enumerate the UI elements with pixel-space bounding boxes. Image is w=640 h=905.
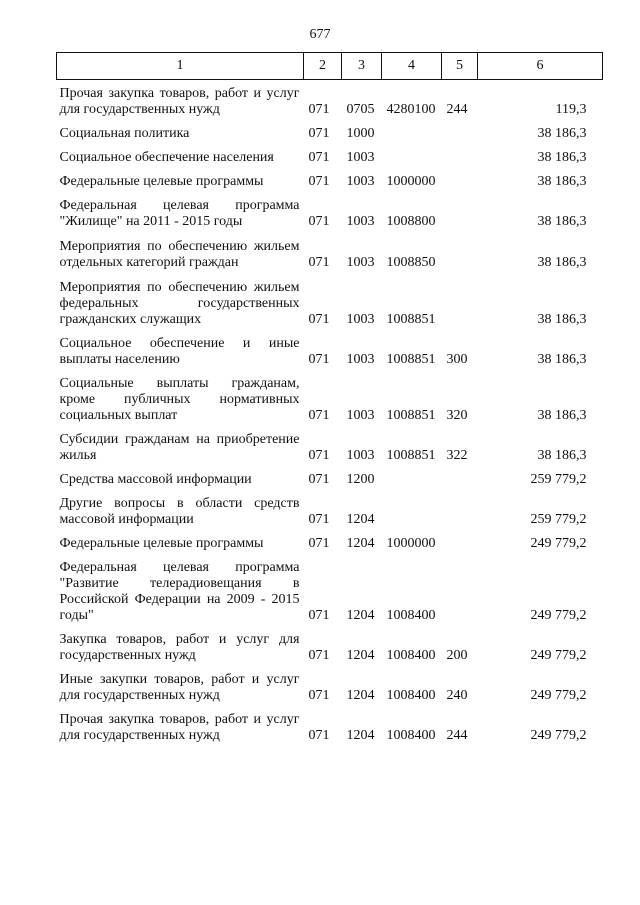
table-row (57, 80, 603, 119)
row-amount-cell: 38 186,3 (537, 126, 587, 141)
table-body (57, 80, 603, 745)
row-col5-cell: 200 (446, 648, 468, 663)
row-col5-cell: 320 (446, 408, 468, 423)
row-amount-cell: 249 779,2 (530, 688, 587, 703)
row-col5-cell (442, 166, 478, 190)
row-name-cell: Субсидии гражданам на приобретение жилья (59, 432, 300, 463)
row-col2-cell: 071 (308, 472, 330, 487)
table-row (57, 424, 603, 464)
row-col2-cell: 071 (308, 608, 330, 623)
table-row (57, 271, 603, 328)
row-col5-cell: 300 (446, 352, 468, 367)
table-header (57, 53, 603, 80)
row-col4-cell (382, 118, 442, 142)
header-cell-6: 6 (478, 53, 603, 80)
table-row (57, 328, 603, 368)
row-col5-cell (442, 190, 478, 230)
row-col2-cell: 071 (308, 536, 330, 551)
row-col2-cell: 071 (308, 728, 330, 743)
row-col2-cell: 071 (308, 408, 330, 423)
row-col4-cell: 1008400 (386, 648, 436, 663)
row-col5-cell (442, 230, 478, 271)
row-col5-cell: 244 (446, 728, 468, 743)
row-name-cell: Федеральная целевая программа "Жилище" на 2011 - 2015 годы (59, 198, 300, 229)
row-name-cell: Федеральные целевые программы (59, 536, 264, 551)
header-cell-4: 4 (382, 53, 442, 80)
row-amount-cell: 249 779,2 (530, 536, 587, 551)
row-amount-cell: 38 186,3 (537, 352, 587, 367)
table-row (57, 464, 603, 488)
row-col4-cell: 4280100 (386, 102, 436, 117)
row-col5-cell (442, 142, 478, 166)
page-number: 677 (309, 27, 331, 42)
row-name-cell: Социальное обеспечение и иные выплаты населению (59, 336, 300, 367)
row-col3-cell: 1204 (346, 512, 375, 527)
row-name-cell: Другие вопросы в области средств массовой информации (59, 496, 300, 527)
row-col4-cell: 1008851 (386, 352, 436, 367)
row-col4-cell: 1008851 (386, 312, 436, 327)
row-name-cell: Прочая закупка товаров, работ и услуг для государственных нужд (59, 712, 300, 743)
row-col5-cell (442, 528, 478, 552)
row-amount-cell: 259 779,2 (530, 472, 587, 487)
row-name-cell: Социальные выплаты гражданам, кроме публичных нормативных социальных выплат (59, 376, 300, 423)
row-col5-cell: 244 (446, 102, 468, 117)
row-col2-cell: 071 (308, 214, 330, 229)
row-col5-cell (442, 464, 478, 488)
row-col4-cell: 1008400 (386, 608, 436, 623)
row-col5-cell (442, 488, 478, 528)
header-cell-5: 5 (442, 53, 478, 80)
row-col5-cell (442, 118, 478, 142)
row-col3-cell: 1200 (346, 472, 375, 487)
budget-table (56, 52, 603, 744)
row-col3-cell: 1003 (346, 174, 375, 189)
row-amount-cell: 38 186,3 (537, 255, 587, 270)
row-col2-cell: 071 (308, 448, 330, 463)
table-row (57, 230, 603, 271)
row-col4-cell: 1008400 (386, 728, 436, 743)
row-col2-cell: 071 (308, 126, 330, 141)
row-col2-cell: 071 (308, 255, 330, 270)
row-col3-cell: 1003 (346, 352, 375, 367)
row-col4-cell: 1008851 (386, 408, 436, 423)
table-row (57, 704, 603, 744)
row-col3-cell: 1204 (346, 648, 375, 663)
row-col5-cell (442, 271, 478, 328)
table-row (57, 368, 603, 424)
row-col2-cell: 071 (308, 150, 330, 165)
header-row (57, 53, 603, 80)
row-name-cell: Федеральные целевые программы (59, 174, 264, 189)
row-amount-cell: 119,3 (555, 102, 587, 117)
row-name-cell: Прочая закупка товаров, работ и услуг для государственных нужд (59, 86, 300, 117)
row-col2-cell: 071 (308, 512, 330, 527)
row-col2-cell: 071 (308, 102, 330, 117)
row-col2-cell: 071 (308, 312, 330, 327)
row-col4-cell: 1008851 (386, 448, 436, 463)
row-col4-cell: 1008850 (386, 255, 436, 270)
row-amount-cell: 38 186,3 (537, 214, 587, 229)
table-row (57, 142, 603, 166)
row-col5-cell: 322 (446, 448, 468, 463)
table-row (57, 552, 603, 624)
row-name-cell: Социальная политика (59, 126, 190, 141)
table-row (57, 488, 603, 528)
header-cell-1: 1 (57, 53, 304, 80)
row-col3-cell: 1003 (346, 448, 375, 463)
row-amount-cell: 38 186,3 (537, 150, 587, 165)
row-col4-cell: 1008800 (386, 214, 436, 229)
row-col3-cell: 1003 (346, 255, 375, 270)
row-col2-cell: 071 (308, 688, 330, 703)
row-col3-cell: 0705 (346, 102, 375, 117)
row-col3-cell: 1000 (346, 126, 375, 141)
row-col3-cell: 1003 (346, 408, 375, 423)
header-cell-3: 3 (342, 53, 382, 80)
row-col3-cell: 1003 (346, 214, 375, 229)
row-col3-cell: 1204 (346, 728, 375, 743)
table-row (57, 166, 603, 190)
row-amount-cell: 249 779,2 (530, 608, 587, 623)
row-amount-cell: 249 779,2 (530, 728, 587, 743)
row-col2-cell: 071 (308, 174, 330, 189)
row-col3-cell: 1204 (346, 536, 375, 551)
table-row (57, 624, 603, 664)
row-col4-cell (382, 142, 442, 166)
row-col2-cell: 071 (308, 352, 330, 367)
row-col4-cell (382, 488, 442, 528)
row-col4-cell: 1000000 (386, 174, 436, 189)
row-col5-cell (442, 552, 478, 624)
row-name-cell: Иные закупки товаров, работ и услуг для государственных нужд (59, 672, 300, 703)
row-name-cell: Федеральная целевая программа "Развитие телерадиовещания в Российской Федерации на 2009 - 2015 годы" (59, 560, 300, 623)
table-row (57, 528, 603, 552)
header-cell-2: 2 (304, 53, 342, 80)
row-amount-cell: 259 779,2 (530, 512, 587, 527)
row-amount-cell: 38 186,3 (537, 174, 587, 189)
row-amount-cell: 249 779,2 (530, 648, 587, 663)
row-name-cell: Закупка товаров, работ и услуг для государственных нужд (59, 632, 300, 663)
row-col4-cell (382, 464, 442, 488)
row-col3-cell: 1003 (346, 312, 375, 327)
row-name-cell: Средства массовой информации (59, 472, 252, 487)
row-col5-cell: 240 (446, 688, 468, 703)
row-col4-cell: 1000000 (386, 536, 436, 551)
table-row (57, 118, 603, 142)
row-col3-cell: 1204 (346, 608, 375, 623)
table-row (57, 190, 603, 230)
row-name-cell: Мероприятия по обеспечению жильем отдельных категорий граждан (59, 239, 300, 270)
row-name-cell: Мероприятия по обеспечению жильем федеральных государственных гражданских служащих (59, 280, 300, 327)
row-amount-cell: 38 186,3 (537, 312, 587, 327)
row-name-cell: Социальное обеспечение населения (59, 150, 274, 165)
row-amount-cell: 38 186,3 (537, 448, 587, 463)
row-col3-cell: 1003 (346, 150, 375, 165)
row-col2-cell: 071 (308, 648, 330, 663)
table-row (57, 664, 603, 704)
row-amount-cell: 38 186,3 (537, 408, 587, 423)
row-col3-cell: 1204 (346, 688, 375, 703)
row-col4-cell: 1008400 (386, 688, 436, 703)
